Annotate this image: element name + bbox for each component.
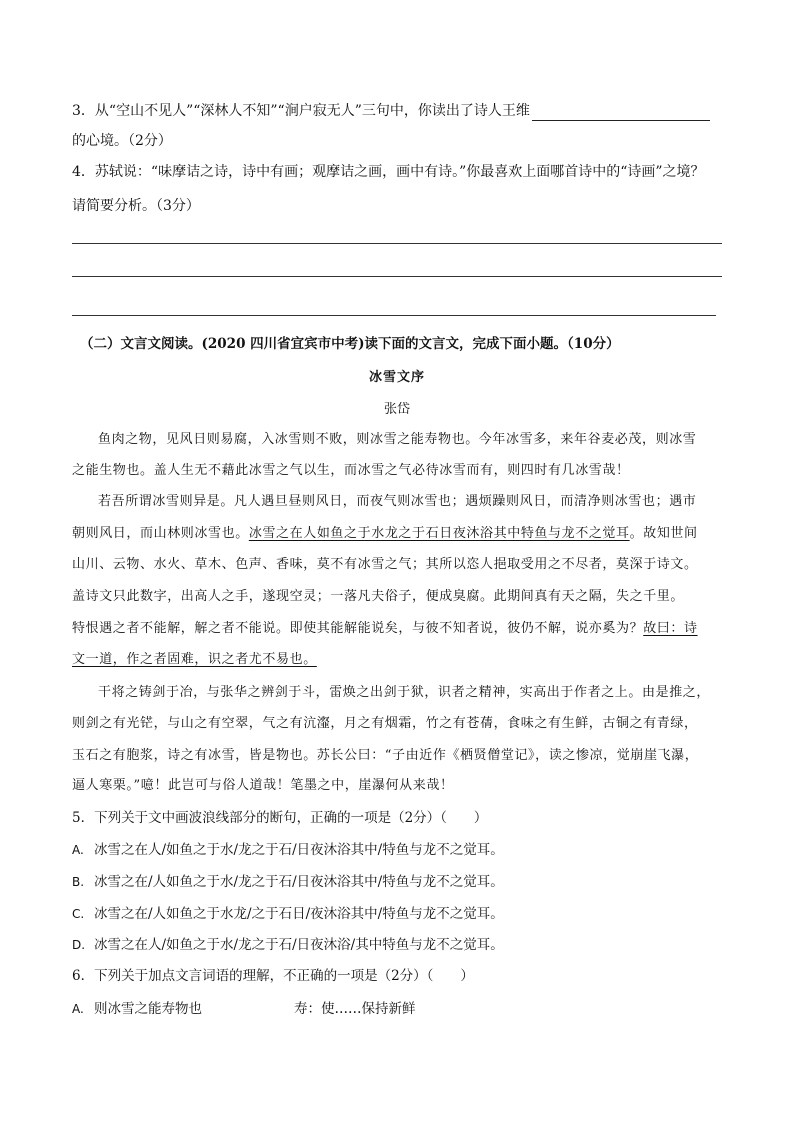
passage-p2-line-3: 山川、云物、水火、草木、色声、香味，莫不有冰雪之气；其所以恣人挹取受用之不尽者，莫深于诗文。	[72, 557, 698, 572]
question-5-option-a[interactable]	[72, 840, 504, 860]
option-text: 冰雪之在/人如鱼之于水/龙之于石/日夜沐浴其中/特鱼与龙不之觉耳。	[94, 874, 504, 890]
answer-line-2[interactable]	[72, 276, 722, 277]
question-4-line-1: 4．苏轼说：“味摩诘之诗，诗中有画；观摩诘之画，画中有诗。”你最喜欢上面哪首诗中的“诗画”之境？	[72, 164, 705, 180]
underlined-sentence: 故曰：诗	[643, 621, 698, 636]
option-text: 冰雪之在/人如鱼之于水龙/之于石日/夜沐浴其中/特鱼与龙不之觉耳。	[94, 906, 504, 922]
option-label: A.	[72, 1002, 84, 1016]
option-text: 则冰雪之能寿物也	[94, 1001, 202, 1017]
question-3-text: 3．从“空山不见人”“深林人不知”“涧户寂无人”三句中，你读出了诗人王维	[72, 103, 530, 119]
option-label: D.	[72, 938, 86, 952]
passage-p2-line-6	[72, 650, 722, 670]
option-label: B.	[72, 875, 85, 889]
answer-line-1[interactable]	[72, 243, 722, 244]
passage-text: 朝则风日，而山林则冰雪也。	[72, 526, 249, 541]
option-gloss: 寿：使……保持新鲜	[294, 1001, 416, 1017]
passage-p2-line-1: 若吾所谓冰雪则异是。凡人遇旦昼则风日，而夜气则冰雪也；遇烦躁则风日，而清净则冰雪也；遇市	[98, 494, 697, 509]
passage-text: 。故知世间	[629, 526, 698, 541]
question-5-option-c[interactable]	[72, 904, 504, 924]
passage-p2-line-2	[72, 524, 722, 544]
question-5-stem: 5．下列关于文中画波浪线部分的断句，正确的一项是（2分）（ ）	[72, 810, 488, 826]
wavy-underlined-sentence: 冰雪之在人如鱼之于水龙之于石日夜沐浴其中特鱼与龙不之觉耳	[248, 526, 630, 541]
passage-p1-line-1: 鱼肉之物，见风日则易腐，入冰雪则不败，则冰雪之能寿物也。今年冰雪多，来年谷麦必茂，则冰雪	[98, 432, 697, 447]
question-3	[72, 101, 710, 121]
question-5-option-b[interactable]	[72, 872, 504, 892]
passage-p3-line-1: 干将之铸剑于冶，与张华之辨剑于斗，雷焕之出剑于狱，识者之精神，实高出于作者之上。由是推之，	[98, 685, 711, 700]
passage-author: 张岱	[383, 402, 410, 417]
passage-title: 冰雪文序	[368, 370, 425, 385]
question-6-option-a[interactable]	[72, 999, 416, 1019]
question-5-option-d[interactable]	[72, 935, 504, 955]
answer-blank[interactable]	[532, 106, 710, 121]
passage-p3-line-2: 则剑之有光铓，与山之有空翠，气之有沆瀣，月之有烟霜，竹之有苍蒨，食味之有生鲜，古铜之有青绿，	[72, 716, 698, 731]
option-label: C.	[72, 907, 85, 921]
answer-line-3[interactable]	[72, 315, 716, 316]
option-label: A.	[72, 843, 84, 857]
question-3-continuation: 的心境。（2分）	[72, 133, 172, 149]
section-heading: （二）文言文阅读。(2020 四川省宜宾市中考)读下面的文言文，完成下面小题。（10分）	[80, 336, 620, 352]
passage-p3-line-4: 逼人寒栗。”噫！此岂可与俗人道哉！笔墨之中，崖瀑何从来哉！	[72, 778, 454, 793]
passage-p3-line-3: 玉石之有胞浆，诗之有冰雪，皆是物也。苏长公曰：“子由近作《栖贤僧堂记》，读之惨凉，觉崩崖飞瀑，	[72, 748, 699, 763]
option-text: 冰雪之在人/如鱼之于水/龙之于石/日夜沐浴/其中特鱼与龙不之觉耳。	[94, 937, 504, 953]
passage-text: 特恨遇之者不能解，解之者不能说。即使其能解能说矣，与彼不知者说，彼仍不解，说亦奚为？	[72, 621, 644, 636]
passage-p2-line-5	[72, 619, 722, 639]
question-4-line-2: 请简要分析。（3分）	[72, 198, 200, 214]
underlined-sentence: 文一道，作之者固难，识之者尤不易也。	[72, 652, 317, 667]
option-text: 冰雪之在人/如鱼之于水/龙之于石/日夜沐浴其中/特鱼与龙不之觉耳。	[94, 842, 504, 858]
passage-p1-line-2: 之能生物也。盖人生无不藉此冰雪之气以生，而冰雪之气必待冰雪而有，则四时有几冰雪哉！	[72, 463, 630, 478]
passage-p2-line-4: 盖诗文只此数字，出高人之手，遂现空灵；一落凡夫俗子，便成臭腐。此期间真有天之隔，失之千里。	[72, 589, 685, 604]
question-6-stem: 6．下列关于加点文言词语的理解，不正确的一项是（2分）（ ）	[72, 968, 474, 984]
